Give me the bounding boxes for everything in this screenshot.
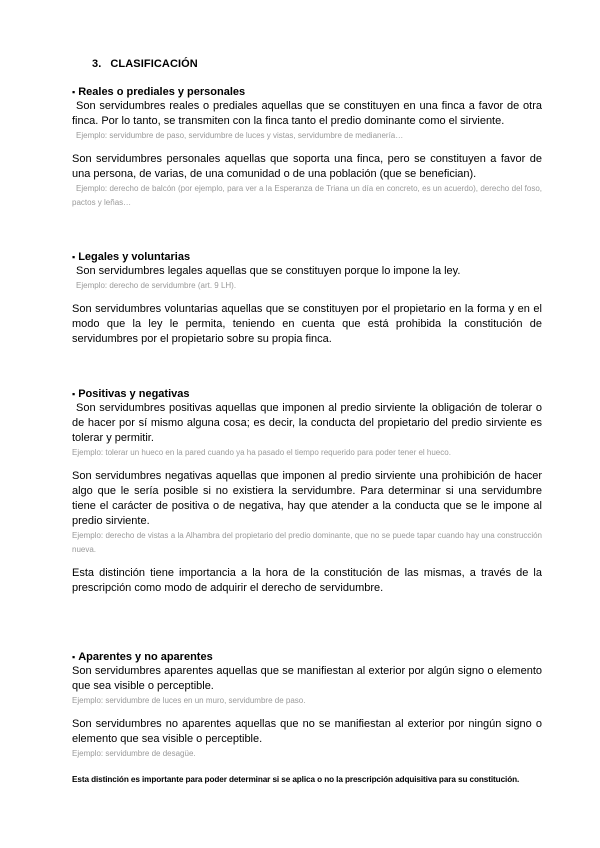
section-positivas-negativas (72, 388, 542, 596)
example-text: Ejemplo: derecho de vistas a la Alhambra del propietario del predio dominante, que no se puede tapar cuando hay una construcción nueva. (72, 531, 542, 554)
bullet-icon: ▪ (72, 652, 76, 662)
section-legales-voluntarias (72, 251, 542, 347)
section-heading (92, 58, 198, 70)
subsection-heading: ▪ Legales y voluntarias (72, 251, 191, 263)
bullet-icon: ▪ (72, 252, 76, 262)
section-title: CLASIFICACIÓN (110, 58, 198, 70)
paragraph: Son servidumbres aparentes aquellas que se manifiestan al exterior por algún signo o elemento que sea visible o perceptible. (72, 665, 542, 692)
paragraph: Son servidumbres positivas aquellas que imponen al predio sirviente la obligación de tolerar o de hacer por sí mismo alguna cosa; es decir, la conducta del propietario del predio sirviente es tolerar y permitir. (72, 402, 542, 444)
paragraph: Son servidumbres no aparentes aquellas que no se manifiestan al exterior por ningún signo o elemento que sea visible o perceptible. (72, 718, 542, 745)
paragraph: Son servidumbres legales aquellas que se constituyen porque lo impone la ley. (76, 265, 461, 277)
example-text: Ejemplo: servidumbre de paso, servidumbre de luces y vistas, servidumbre de medianería… (76, 131, 404, 140)
bullet-icon: ▪ (72, 389, 76, 399)
paragraph: Son servidumbres reales o prediales aquellas que se constituyen en una finca a favor de otra finca. Por lo tanto, se transmiten con la finca tanto el predio dominante como el sirviente. (72, 100, 542, 127)
closing-note: Esta distinción es importante para poder determinar si se aplica o no la prescripción adquisitiva para su constitución. (72, 775, 520, 784)
subsection-heading: ▪ Reales o prediales y personales (72, 86, 246, 98)
example-text: Ejemplo: tolerar un hueco en la pared cuando ya ha pasado el tiempo requerido para poder tener el hueco. (72, 448, 451, 457)
paragraph: Son servidumbres voluntarias aquellas que se constituyen por el propietario en la forma y en el modo que la ley le permita, teniendo en cuenta que está prohibida la constitución de servidumbres por el propietario sobre su propia finca. (72, 303, 542, 345)
paragraph: Son servidumbres negativas aquellas que imponen al predio sirviente una prohibición de hacer algo que le sería posible si no existiera la servidumbre. Para determinar si una servidumbre tiene el carácter de positiva o de negativa, hay que atender a la conducta que se le impone al predio sirviente. (72, 470, 542, 527)
section-reales-personales (72, 86, 542, 210)
paragraph: Esta distinción tiene importancia a la hora de la constitución de las mismas, a través de la prescripción como modo de adquirir el derecho de servidumbre. (72, 567, 542, 594)
example-text: Ejemplo: servidumbre de luces en un muro, servidumbre de paso. (72, 696, 306, 705)
section-aparentes-no-aparentes (72, 651, 542, 761)
subsection-heading: ▪ Aparentes y no aparentes (72, 651, 213, 663)
example-text: Ejemplo: derecho de balcón (por ejemplo, para ver a la Esperanza de Triana un día en concreto, es un acuerdo), derecho del foso, pactos y leñas… (72, 184, 542, 207)
subsection-heading: ▪ Positivas y negativas (72, 388, 190, 400)
bullet-icon: ▪ (72, 87, 76, 97)
example-text: Ejemplo: derecho de servidumbre (art. 9 LH). (76, 281, 237, 290)
section-number: 3. (92, 58, 102, 70)
paragraph: Son servidumbres personales aquellas que soporta una finca, pero se constituyen a favor de una persona, de varias, de una comunidad o de una población (que se benefician). (72, 153, 542, 180)
example-text: Ejemplo: servidumbre de desagüe. (72, 749, 196, 758)
